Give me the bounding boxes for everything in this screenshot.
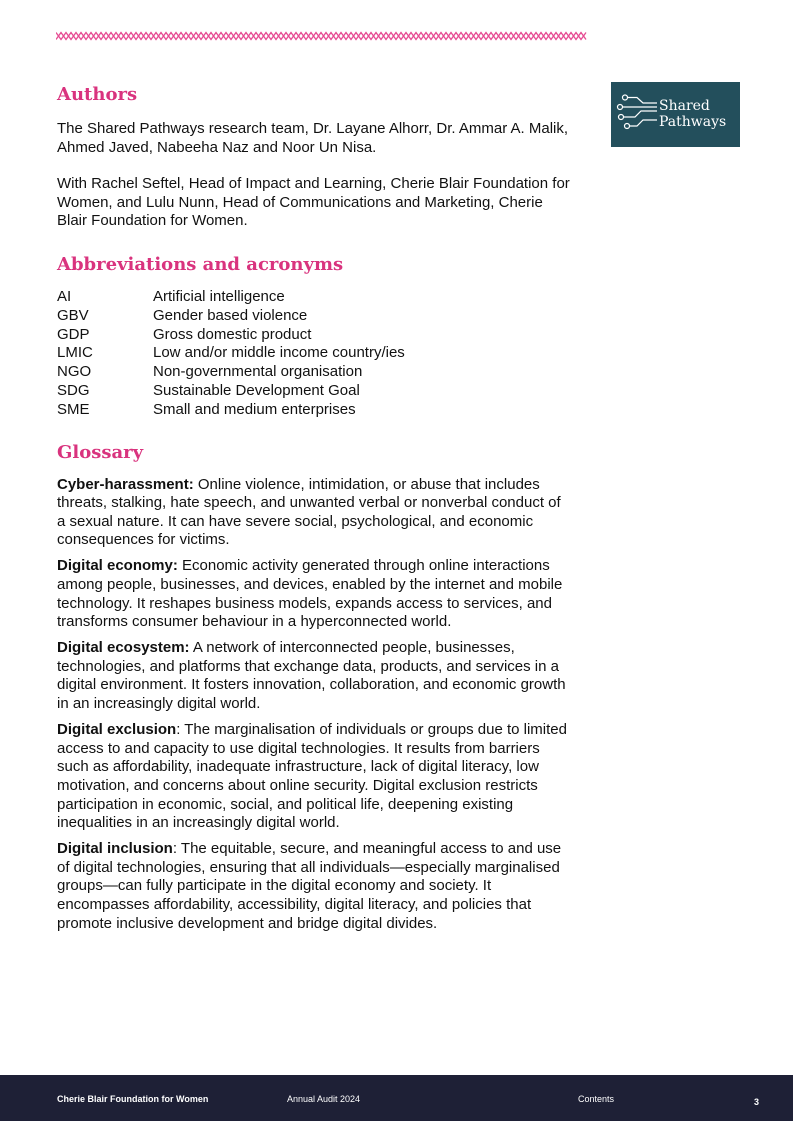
authors-heading: Authors <box>57 84 138 105</box>
footer-contents-link[interactable]: Contents <box>578 1094 615 1104</box>
abbreviation-meaning: Artificial intelligence <box>153 287 285 305</box>
authors-section <box>57 82 572 231</box>
abbreviation-term: GDP <box>57 325 90 343</box>
abbreviation-meaning: Low and/or middle income country/ies <box>153 344 405 362</box>
abbreviation-row <box>57 326 405 345</box>
logo-wordmark <box>659 98 726 130</box>
glossary-entry <box>57 557 572 631</box>
abbreviation-row <box>57 382 405 401</box>
footer-document-title: Annual Audit 2024 <box>287 1094 361 1104</box>
glossary-term: Cyber-harassment: <box>57 475 194 493</box>
abbreviation-meaning: Small and medium enterprises <box>153 400 356 418</box>
footer-organisation: Cherie Blair Foundation for Women <box>57 1094 209 1104</box>
glossary-heading: Glossary <box>57 441 144 463</box>
abbreviation-meaning: Non-governmental organisation <box>153 363 363 381</box>
abbreviation-row <box>57 307 405 326</box>
glossary-entry <box>57 639 572 713</box>
abbreviation-term: GBV <box>57 306 89 324</box>
glossary-definition: : The equitable, secure, and meaningful access to and use of digital technologies, ensuring that all individuals—especially marginalised groups—can fully participate in the digital economy and society. It encompasses affordability, accessibility, digital literacy, and policies that promote inclusive development and bridge digital divides. <box>57 840 562 932</box>
abbreviation-row <box>57 344 405 363</box>
abbreviations-section <box>57 252 572 420</box>
abbreviation-term: SME <box>57 400 90 418</box>
circuit-icon <box>615 94 659 134</box>
abbreviations-table <box>57 288 405 420</box>
abbreviation-term: NGO <box>57 363 92 381</box>
contributors-paragraph: With Rachel Seftel, Head of Impact and Learning, Cherie Blair Foundation for Women, and Lulu Nunn, Head of Communications and Marketing, Cherie Blair Foundation for Women. <box>57 175 570 230</box>
abbreviation-term: SDG <box>57 381 90 399</box>
glossary-term: Digital ecosystem: <box>57 639 190 657</box>
abbreviation-row <box>57 401 405 420</box>
glossary-definition: Online violence, intimidation, or abuse that includes threats, stalking, hate speech, and unwanted verbal or nonverbal conduct of a sexual nature. It can have severe social, psychological, and economic consequences for victims. <box>57 475 561 549</box>
glossary-term: Digital inclusion <box>57 840 173 858</box>
abbreviation-meaning: Sustainable Development Goal <box>153 381 360 399</box>
authors-paragraph: The Shared Pathways research team, Dr. Layane Alhorr, Dr. Ammar A. Malik, Ahmed Javed, Nabeeha Naz and Noor Un Nisa. <box>57 120 569 156</box>
glossary-entry <box>57 840 572 933</box>
page-footer <box>0 1075 793 1121</box>
glossary-entry <box>57 721 572 833</box>
decorative-zigzag-divider <box>56 29 588 43</box>
main-content <box>57 82 572 941</box>
abbreviation-term: LMIC <box>57 344 93 362</box>
abbreviation-row <box>57 363 405 382</box>
glossary-definition: Economic activity generated through online interactions among people, businesses, and devices, enabled by the internet and mobile technology. It reshapes business models, expands access to services, and transforms consumer behaviour in a hyperconnected world. <box>57 557 563 631</box>
glossary-list <box>57 476 572 934</box>
footer-page-number: 3 <box>754 1097 760 1107</box>
glossary-term: Digital exclusion <box>57 721 177 739</box>
glossary-section <box>57 440 572 934</box>
glossary-term: Digital economy: <box>57 557 178 575</box>
abbreviation-term: AI <box>57 287 72 305</box>
glossary-definition: : The marginalisation of individuals or groups due to limited access to and capacity to use digital technologies. It results from barriers such as affordability, inadequate infrastructure, lack of digital literacy, low motivation, and concerns about online security. Digital exclusion restricts participation in economic, social, and political life, deepening existing inequalities in an increasingly digital world. <box>57 721 567 832</box>
abbreviation-row <box>57 288 405 307</box>
abbreviations-heading: Abbreviations and acronyms <box>57 253 344 275</box>
logo-line-2: Pathways <box>659 114 727 130</box>
glossary-definition: A network of interconnected people, businesses, technologies, and platforms that exchange data, products, and services in a digital environment. It fosters innovation, collaboration, and economic growth in an increasingly digital world. <box>57 639 566 713</box>
abbreviation-meaning: Gross domestic product <box>153 325 312 343</box>
logo-line-1: Shared <box>659 98 710 114</box>
shared-pathways-logo <box>611 82 740 147</box>
glossary-entry <box>57 476 572 550</box>
abbreviation-meaning: Gender based violence <box>153 306 308 324</box>
